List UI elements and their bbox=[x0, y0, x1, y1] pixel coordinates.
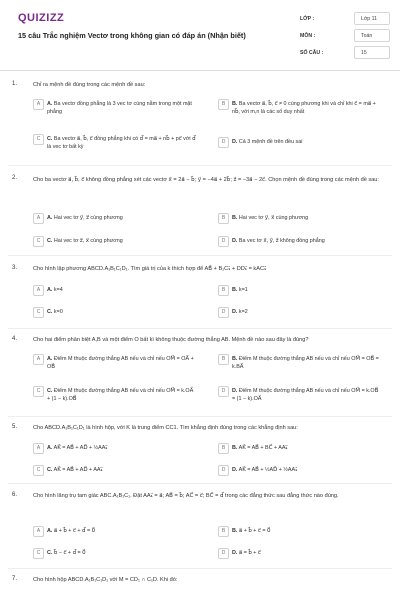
option-text: a⃗ = b⃗ + c⃗ bbox=[238, 550, 261, 556]
option-label: B. bbox=[232, 528, 238, 534]
option-key-box[interactable]: D bbox=[218, 548, 229, 559]
option-key-box[interactable]: A bbox=[33, 99, 44, 110]
option-key-box[interactable]: D bbox=[218, 137, 229, 148]
meta-value-grade: Lớp 11 bbox=[354, 12, 390, 25]
question-divider bbox=[8, 416, 392, 417]
option-text: a⃗ + b⃗ + c⃗ = 0⃗ bbox=[238, 528, 271, 534]
question-number: 4. bbox=[12, 336, 18, 342]
meta-value-count: 15 bbox=[354, 46, 390, 59]
option-text: Hai vec tơ y⃗, z⃗ cùng phương bbox=[53, 215, 123, 221]
option-text: AK⃗ = AB⃗ + ½AD⃗ + ½AA₁⃗ bbox=[238, 467, 298, 473]
question-number: 7. bbox=[12, 576, 18, 582]
meta-label-count: SỐ CÂU : bbox=[300, 50, 324, 56]
option-key-box[interactable]: C bbox=[33, 236, 44, 247]
question-text: Cho ba vectơ a⃗, b⃗, c⃗ không đồng phẳng xét các vectơ x⃗ = 2a⃗ − b⃗; y⃗ = −4a⃗ + 2b⃗; z⃗ = −3a⃗ − 2c⃗. Chọn mệnh đề đúng trong các mệnh đề sau: bbox=[33, 177, 379, 183]
option-label: D. bbox=[232, 238, 238, 244]
option-text: Ba vectơ a⃗, b⃗, c⃗ đồng phẳng khi có d⃗ = ma⃗ + nb⃗ + pc⃗ với d⃗ là vec tơ bất kỳ bbox=[47, 136, 196, 150]
option-label: C. bbox=[47, 550, 53, 556]
option-label: A. bbox=[47, 356, 53, 362]
option-label: D. bbox=[232, 388, 238, 394]
option-text: Hai vec tơ y⃗, x⃗ cùng phương bbox=[238, 215, 309, 221]
question-text: Chỉ ra mệnh đề đúng trong các mệnh đề sau: bbox=[33, 82, 146, 88]
worksheet-meta bbox=[300, 12, 394, 63]
option-label: A. bbox=[47, 445, 53, 451]
worksheet-header bbox=[0, 0, 400, 68]
option-key-box[interactable]: D bbox=[218, 307, 229, 318]
document-title: 15 câu Trắc nghiệm Vectơ trong không gian có đáp án (Nhận biết) bbox=[18, 31, 246, 40]
meta-label-subject: MÔN : bbox=[300, 33, 316, 39]
question-text: Cho hình lập phương ABCD.A₁B₁C₁D₁. Tìm giá trị của k thích hợp để AB⃗ + B₁C₁⃗ + DD₁⃗ = kAC₁⃗ bbox=[33, 266, 267, 272]
meta-row-grade bbox=[300, 12, 394, 29]
option-text: a⃗ + b⃗ + c⃗ + d⃗ = 0⃗ bbox=[53, 528, 96, 534]
option-label: A. bbox=[47, 528, 53, 534]
option-key-box[interactable]: B bbox=[218, 213, 229, 224]
option-label: C. bbox=[47, 238, 53, 244]
option-text: AK⃗ = AB⃗ + AD⃗ + AA₁⃗ bbox=[53, 467, 103, 473]
option-key-box[interactable]: B bbox=[218, 354, 229, 365]
option-key-box[interactable]: D bbox=[218, 386, 229, 397]
option-text: Hai vec tơ z⃗, x⃗ cùng phương bbox=[53, 238, 123, 244]
option-label: A. bbox=[47, 287, 53, 293]
option-text: Ba vec tơ x⃗, y⃗, z⃗ không đồng phẳng bbox=[238, 238, 325, 244]
option-text: k=2 bbox=[238, 309, 248, 315]
meta-row-subject bbox=[300, 29, 394, 46]
option-text: Điểm M thuộc đường thẳng AB nếu và chỉ nếu OM⃗ = k.OB⃗ = (1 − k).OA⃗ bbox=[232, 388, 379, 402]
option-label: B. bbox=[232, 215, 238, 221]
option-key-box[interactable]: D bbox=[218, 465, 229, 476]
option-key-box[interactable]: C bbox=[33, 465, 44, 476]
option-label: D. bbox=[232, 467, 238, 473]
question-divider bbox=[8, 165, 392, 166]
question-number: 3. bbox=[12, 265, 18, 271]
option-text: k=1 bbox=[238, 287, 248, 293]
option-label: C. bbox=[47, 136, 53, 142]
option-text: k=4 bbox=[53, 287, 63, 293]
question-number: 2. bbox=[12, 175, 18, 181]
option-label: D. bbox=[232, 139, 238, 145]
option-text: AK⃗ = AB⃗ + AD⃗ + ½AA₁⃗ bbox=[53, 445, 108, 451]
option-text: AK⃗ = AB⃗ + BC⃗ + AA₁⃗ bbox=[238, 445, 288, 451]
option-key-box[interactable]: A bbox=[33, 213, 44, 224]
option-text: k=0 bbox=[53, 309, 63, 315]
question-text: Cho hai điểm phân biệt A,B và một điểm O bất kì không thuộc đường thẳng AB. Mệnh đề nào sau đây là đúng? bbox=[33, 337, 309, 343]
option-label: B. bbox=[232, 101, 238, 107]
option-key-box[interactable]: A bbox=[33, 354, 44, 365]
option-text: Ba vectơ đồng phẳng là 3 vec tơ cùng nằm trong một mặt phẳng bbox=[47, 101, 192, 115]
meta-value-subject: Toán bbox=[354, 29, 390, 42]
option-text: Ba vectơ a⃗, b⃗, c⃗ ≠ 0 cùng phương khi và chỉ khi c⃗ = ma⃗ + nb⃗, với m,n là các số duy nhất bbox=[232, 101, 376, 115]
option-label: D. bbox=[232, 550, 238, 556]
option-text: b⃗ − c⃗ + d⃗ = 0⃗ bbox=[53, 550, 86, 556]
question-divider bbox=[8, 483, 392, 484]
option-label: A. bbox=[47, 101, 53, 107]
meta-row-count bbox=[300, 46, 394, 63]
question-text: Cho hình lăng trụ tam giác ABC.A₁B₁C₁. Đặt AA₁⃗ = a⃗; AB⃗ = b⃗; AC⃗ = c⃗; BC⃗ = d⃗ trong các đẳng thức sau đẳng thức nào đúng. bbox=[33, 493, 339, 499]
option-text: Điểm M thuộc đường thẳng AB nếu và chỉ nếu OM⃗ = k.OA⃗ + (1 − k).OB⃗ bbox=[47, 388, 194, 402]
option-key-box[interactable]: C bbox=[33, 134, 44, 145]
question-text: Cho ABCD.A₁B₁C₁D₁ là hình hộp, với K là trung điểm CC1. Tìm khẳng định đúng trong các khẳng định sau: bbox=[33, 425, 298, 431]
option-key-box[interactable]: A bbox=[33, 526, 44, 537]
option-label: B. bbox=[232, 356, 238, 362]
option-key-box[interactable]: C bbox=[33, 307, 44, 318]
option-key-box[interactable]: B bbox=[218, 443, 229, 454]
option-key-box[interactable]: A bbox=[33, 443, 44, 454]
option-label: C. bbox=[47, 467, 53, 473]
option-label: A. bbox=[47, 215, 53, 221]
option-key-box[interactable]: A bbox=[33, 285, 44, 296]
header-divider bbox=[0, 70, 400, 71]
question-number: 5. bbox=[12, 424, 18, 430]
question-number: 6. bbox=[12, 492, 18, 498]
question-divider bbox=[8, 255, 392, 256]
question-divider bbox=[8, 568, 392, 569]
option-label: B. bbox=[232, 287, 238, 293]
option-text: Cả 3 mệnh đề trên đều sai bbox=[238, 139, 303, 145]
option-key-box[interactable]: B bbox=[218, 526, 229, 537]
option-text: Điểm M thuộc đường thẳng AB nếu và chỉ nếu OM⃗ = OA⃗ + OB⃗ bbox=[47, 356, 194, 370]
option-text: Điểm M thuộc đường thẳng AB nếu và chỉ nếu OM⃗ = OB⃗ = k.BA⃗ bbox=[232, 356, 379, 370]
option-key-box[interactable]: B bbox=[218, 285, 229, 296]
option-key-box[interactable]: D bbox=[218, 236, 229, 247]
option-key-box[interactable]: C bbox=[33, 548, 44, 559]
meta-label-grade: LỚP : bbox=[300, 16, 315, 22]
quizizz-logo[interactable]: QUIZIZZ bbox=[18, 12, 65, 24]
option-key-box[interactable]: B bbox=[218, 99, 229, 110]
question-divider bbox=[8, 328, 392, 329]
option-label: D. bbox=[232, 309, 238, 315]
question-number: 1. bbox=[12, 81, 18, 87]
question-text: Cho hình hộp ABCD.A₁B₁C₁D₁ với M = CD₁ ∩ C₁D. Khi đó: bbox=[33, 577, 178, 583]
option-label: B. bbox=[232, 445, 238, 451]
option-label: C. bbox=[47, 388, 53, 394]
option-label: C. bbox=[47, 309, 53, 315]
option-key-box[interactable]: C bbox=[33, 386, 44, 397]
